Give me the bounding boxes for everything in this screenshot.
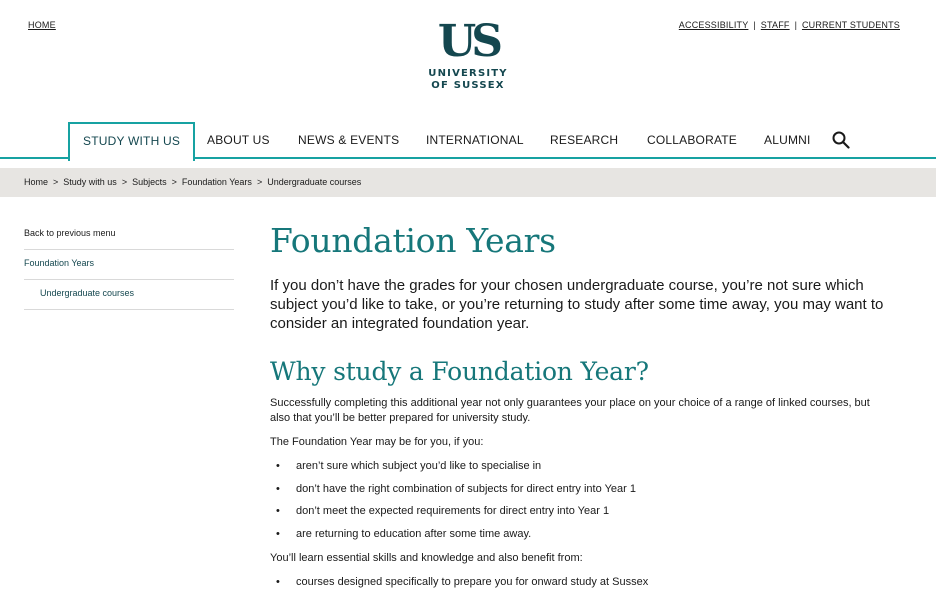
current-students-link[interactable]: CURRENT STUDENTS — [801, 20, 900, 30]
list-item: • don’t have the right combination of subjects for direct entry into Year 1 — [270, 482, 890, 497]
nav-study-with-us[interactable]: STUDY WITH US — [68, 122, 195, 161]
breadcrumb-separator: > — [53, 177, 59, 187]
sidebar-item-foundation-years[interactable]: Foundation Years — [24, 250, 234, 280]
lead-paragraph: If you don’t have the grades for your chosen undergraduate course, you’re not sure which subject you’d like to take, or you’re returning to study after some time away, you may want to consider an integrated foundation year. — [270, 277, 884, 332]
breadcrumb-undergraduate-courses: Undergraduate courses — [267, 177, 362, 187]
staff-link[interactable]: STAFF — [760, 20, 790, 30]
nav-research[interactable]: RESEARCH — [550, 133, 619, 147]
logo-mark: US — [437, 16, 499, 67]
main-navigation — [0, 122, 936, 159]
home-link[interactable]: HOME — [28, 20, 56, 30]
nav-international[interactable]: INTERNATIONAL — [426, 133, 524, 147]
breadcrumb-separator: > — [121, 177, 128, 187]
logo-line-2: OF SUSSEX — [431, 80, 505, 91]
nav-about-us[interactable]: ABOUT US — [207, 133, 270, 147]
breadcrumb-foundation-years[interactable]: Foundation Years — [181, 177, 252, 187]
nav-collaborate[interactable]: COLLABORATE — [647, 133, 738, 147]
benefits-list — [270, 575, 890, 590]
breadcrumb-subjects[interactable]: Subjects — [132, 177, 167, 187]
list-item: • courses designed specifically to prepare you for onward study at Sussex — [270, 575, 890, 590]
list-item: • aren’t sure which subject you’d like to specialise in — [270, 459, 890, 474]
breadcrumb-home[interactable]: Home — [24, 177, 49, 187]
main-content — [270, 220, 890, 599]
university-logo[interactable] — [418, 16, 518, 92]
utility-separator: | — [794, 20, 797, 30]
utility-left — [28, 20, 56, 30]
eligibility-list — [270, 459, 890, 542]
sidebar-item-undergraduate-courses[interactable]: Undergraduate courses — [24, 280, 234, 310]
accessibility-link[interactable]: ACCESSIBILITY — [678, 20, 749, 30]
logo-line-1: UNIVERSITY — [428, 68, 508, 79]
nav-alumni[interactable]: ALUMNI — [764, 133, 811, 147]
body-paragraph: The Foundation Year may be for you, if you: — [270, 436, 484, 448]
list-item: • are returning to education after some time away. — [270, 527, 890, 542]
body-paragraph: You’ll learn essential skills and knowledge and also benefit from: — [270, 551, 583, 564]
section-heading: Why study a Foundation Year? — [270, 357, 649, 386]
search-icon[interactable] — [832, 131, 850, 149]
nav-news-events[interactable]: NEWS & EVENTS — [298, 133, 400, 147]
list-item: • don’t meet the expected requirements for direct entry into Year 1 — [270, 504, 890, 519]
back-to-previous-menu-link[interactable]: Back to previous menu — [24, 220, 234, 250]
body-paragraph: Successfully completing this additional year not only guarantees your place on your choice of a range of linked courses, but also that you’ll be better prepared for university study. — [270, 397, 870, 424]
utility-separator: | — [753, 20, 756, 30]
breadcrumb-separator: > — [171, 177, 177, 187]
utility-links — [679, 20, 900, 30]
side-navigation — [24, 220, 234, 310]
breadcrumb — [0, 168, 936, 197]
breadcrumb-separator: > — [256, 177, 263, 187]
breadcrumb-study-with-us[interactable]: Study with us — [63, 177, 117, 187]
page-title: Foundation Years — [270, 221, 556, 260]
